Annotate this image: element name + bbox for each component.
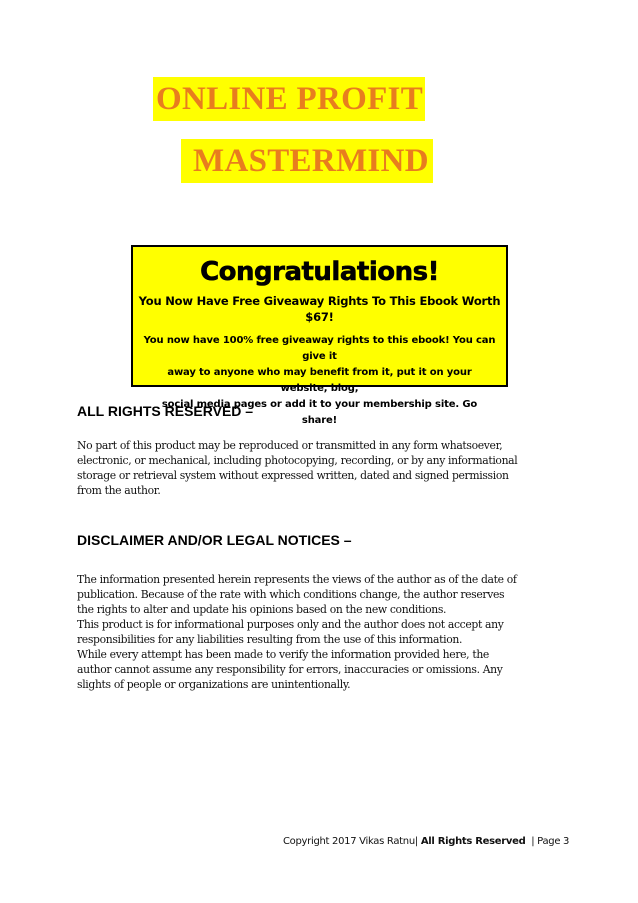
paragraph-line: storage or retrieval system without expressed written, dated and signed permission — [77, 469, 509, 482]
title-line-1: ONLINE PROFIT — [153, 77, 425, 121]
footer-rights: All Rights Reserved — [420, 836, 526, 847]
paragraph-line: No part of this product may be reproduced or transmitted in any form whatsoever, — [77, 439, 503, 452]
title-line-2: MASTERMIND — [181, 139, 433, 183]
footer-separator: | — [531, 836, 535, 847]
paragraph-line: This product is for informational purposes only and the author does not accept any — [77, 618, 504, 631]
paragraph-line: from the author. — [77, 484, 161, 497]
disclaimer-heading: DISCLAIMER AND/OR LEGAL NOTICES – — [77, 532, 352, 548]
banner-subheading: You Now Have Free Giveaway Rights To This Ebook Worth $67! — [138, 294, 501, 324]
paragraph-line: electronic, or mechanical, including photocopying, recording, or by any informational — [77, 454, 518, 467]
footer-page-number: Page 3 — [537, 836, 570, 847]
rights-paragraph — [77, 438, 557, 498]
paragraph-line: the rights to alter and update his opinions based on the new conditions. — [77, 603, 447, 616]
disclaimer-paragraph — [77, 572, 557, 692]
banner-heading: Congratulations! — [200, 257, 439, 287]
paragraph-line: author cannot assume any responsibility for errors, inaccuracies or omissions. Any — [77, 663, 503, 676]
paragraph-line: responsibilities for any liabilities resulting from the use of this information. — [77, 633, 463, 646]
rights-heading: ALL RIGHTS RESERVED – — [77, 403, 254, 419]
paragraph-line: The information presented herein represents the views of the author as of the date of — [77, 573, 517, 586]
page-footer — [283, 835, 569, 849]
paragraph-line: publication. Because of the rate with which conditions change, the author reserves — [77, 588, 505, 601]
footer-separator: | — [414, 836, 418, 847]
paragraph-line: While every attempt has been made to verify the information provided here, the — [77, 648, 489, 661]
banner-body-line: You now have 100% free giveaway rights to this ebook! You can give it — [143, 335, 496, 362]
paragraph-line: slights of people or organizations are unintentionally. — [77, 678, 351, 691]
footer-copyright: Copyright 2017 Vikas Ratnu — [283, 836, 415, 847]
banner-body-line: away to anyone who may benefit from it, put it on your website, blog, — [167, 367, 472, 394]
banner-body-line: social media pages or add it to your membership site. Go share! — [161, 399, 478, 426]
